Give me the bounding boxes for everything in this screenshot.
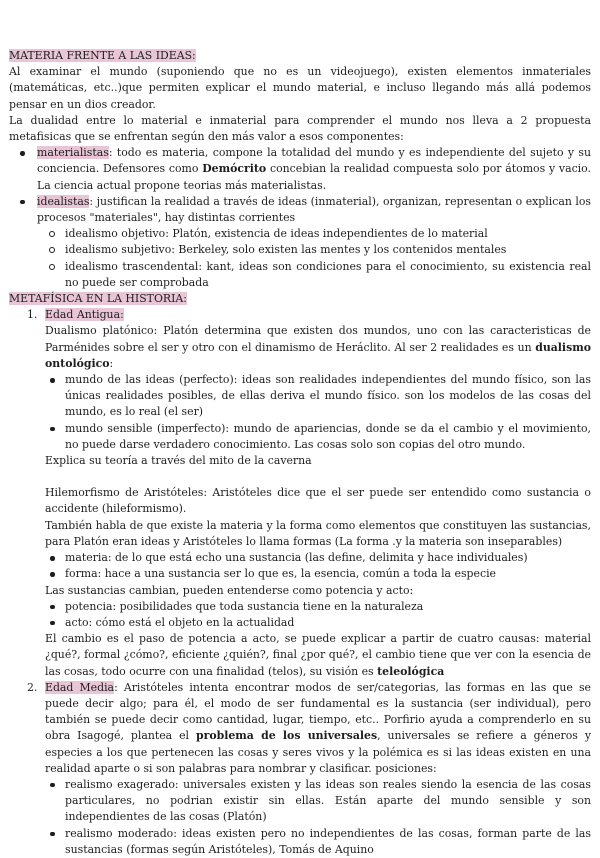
media-paragraph: Edad Media: Aristóteles intenta encontrar modos de ser/categorias, las formas en las que se puede decir algo; para él, el modo de ser fundamental es la sustancia (ser individual), pero también se puede decir como cantidad, lugar, tiempo, etc.. Porfirio ayuda a comprenderlo en su obra Isagogé, plantea el problema de los universales, universales se refiere a géneros y especies a los que pertenecen las cosas y seres vivos y la polémica es si las ideas existen en una realidad aparte o si son palabras para nombrar y clasificar. posiciones: (45, 680, 591, 775)
list-item: acto: cómo está el objeto en la actualidad (65, 615, 591, 631)
realismo-list (45, 777, 591, 858)
platon-worlds-list (45, 372, 591, 453)
cambio-paragraph: El cambio es el paso de potencia a acto, se puede explicar a partir de cuatro causas: material ¿qué?, formal ¿cómo?, eficiente ¿quién?, final ¿por qué?, el cambio tiene que ver con la esencia de las cosas, todo ocurre con una finalidad (telos), su visión es teleológica (45, 632, 591, 678)
list-item-idealistas: idealistas: justifican la realidad a través de ideas (inmaterial), organizan, representan o explican los procesos "materiales", hay distintas corrientes idealismo objetivo: Platón, existencia de ideas independientes de lo material idealismo subjetivo: Berkeley, solo existen las mentes y los contenidos mentales idealismo trascendental: kant, ideas son condiciones para el conocimiento, su existencia real no puede ser comprobada (37, 194, 591, 291)
sublist-item: idealismo trascendental: kant, ideas son condiciones para el conocimiento, su existencia real no puede ser comprobada (65, 259, 591, 291)
term-materialistas: materialistas (37, 146, 109, 160)
potencia-acto-list (45, 599, 591, 631)
bold-teleologica: teleológica (377, 664, 445, 678)
materia-forma-paragraph: También habla de que existe la materia y la forma como elementos que constituyen las sustancias, para Platón eran ideas y Aristóteles lo llama formas (La forma .y la materia son inseparables) (45, 518, 591, 548)
metaphysics-list (9, 145, 591, 291)
caverna-line: Explica su teoría a través del mito de la caverna (45, 454, 312, 468)
sustancias-cambian-line: Las sustancias cambian, pueden entenderse como potencia y acto: (45, 583, 414, 597)
label-edad-antigua: Edad Antigua: (45, 308, 124, 322)
heading-highlight: METAFÍSICA EN LA HISTORIA: (9, 292, 187, 306)
hilemorfismo-paragraph: Hilemorfismo de Aristóteles: Aristóteles dice que el ser puede ser entendido como sustancia o accidente (hileformismo). (45, 486, 591, 516)
list-item-media: 2. Edad Media: Aristóteles intenta encontrar modos de ser/categorias, las formas en las que se puede decir algo; para él, el modo de ser fundamental es la sustancia (ser individual), pero también se puede decir como cantidad, lugar, tiempo, etc.. Porfirio ayuda a comprenderlo en su obra Isagogé, plantea el problema de los universales, universales se refiere a géneros y especies a los que pertenecen las cosas y seres vivos y la polémica es si las ideas existen en una realidad aparte o si son palabras para nombrar y clasificar. posiciones: realismo exagerado: universales existen y las ideas son reales siendo la esencia de las cosas particulares, no podrian existir sin ellas. Están aparte del mundo sensible y son independientes de las cosas (Platón) realismo moderado: ideas existen pero no independientes de las cosas, forman parte de las sustancias (formas según Aristóteles), Tomás de Aquino (45, 680, 591, 858)
intro-paragraph: Al examinar el mundo (suponiendo que no es un videojuego), existen elementos inmateriales (matemáticas, etc..)que permiten explicar el mundo material, e incluso llegando más allá podemos pensar en un dios creador. (9, 65, 591, 111)
list-item: potencia: posibilidades que toda sustancia tiene en la naturaleza (65, 599, 591, 615)
list-item-antigua: 1. Edad Antigua: Dualismo platónico: Platón determina que existen dos mundos, uno con las caracteristicas de Parménides sobre el ser y otro con el dinamismo de Heráclito. Al ser 2 realidades es un dualismo ontológico: mundo de las ideas (perfecto): ideas son realidades independientes del mundo físico, son las únicas realidades posibles, de ellas deriva el mundo físico. son los modelos de las cosas del mundo, es lo real (el ser) mundo sensible (imperfecto): mundo de apariencias, donde se da el cambio y el movimiento, no puede darse verdadero conocimiento. Las cosas solo son copias del otro mundo. Explica su teoría a través del mito de la caverna Hilemorfismo de Aristóteles: Aristóteles dice que el ser puede ser entendido como sustancia o accidente (hileformismo). También habla de que existe la materia y la forma como elementos que constituyen las sustancias, para Platón eran ideas y Aristóteles lo llama formas (La forma .y la materia son inseparables) materia: de lo que está echo una sustancia (las define, delimita y hace individuales) forma: hace a una sustancia ser lo que es, la esencia, común a toda la especie Las sustancias cambian, pueden entenderse como potencia y acto: potencia: posibilidades que toda sustancia tiene en la naturaleza acto: cómo está el objeto en la actualidad El cambio es el paso de potencia a acto, se puede explicar a partir de cuatro causas: material ¿qué?, formal ¿cómo?, eficiente ¿quién?, final ¿por qué?, el cambio tiene que ver con la esencia de las cosas, todo ocurre con una finalidad (telos), su visión es teleológica (45, 307, 591, 679)
sublist-item: idealismo objetivo: Platón, existencia de ideas independientes de lo material (65, 226, 591, 242)
section-heading-historia (9, 291, 591, 307)
label-edad-media: Edad Media (45, 680, 115, 694)
list-item: mundo de las ideas (perfecto): ideas son realidades independientes del mundo físico, son las únicas realidades posibles, de ellas deriva el mundo físico. son los modelos de las cosas del mundo, es lo real (el ser) (65, 372, 591, 421)
list-item: materia: de lo que está echo una sustancia (las define, delimita y hace individuales) (65, 550, 591, 566)
materia-forma-list (45, 550, 591, 582)
bold-universales: problema de los universales (195, 729, 378, 743)
bold-dualismo: dualismo ontológico (45, 340, 591, 370)
platon-paragraph: Dualismo platónico: Platón determina que existen dos mundos, uno con las caracteristicas de Parménides sobre el ser y otro con el dinamismo de Heráclito. Al ser 2 realidades es un dualismo ontológico: (45, 324, 591, 370)
bold-democrito: Demócrito (202, 162, 267, 176)
list-item: realismo exagerado: universales existen y las ideas son reales siendo la esencia de las cosas particulares, no podrian existir sin ellas. Están aparte del mundo sensible y son independientes de las cosas (Platón) (65, 777, 591, 826)
list-item: mundo sensible (imperfecto): mundo de apariencias, donde se da el cambio y el movimiento, no puede darse verdadero conocimiento. Las cosas solo son copias del otro mundo. (65, 421, 591, 453)
idealism-sublist (37, 226, 591, 291)
duality-paragraph: La dualidad entre lo material e inmaterial para comprender el mundo nos lleva a 2 propuesta metafisicas que se enfrentan según den más valor a esos componentes: (9, 113, 591, 144)
history-list (9, 307, 591, 858)
term-idealistas: idealistas (37, 194, 90, 208)
list-item-materialistas: materialistas: todo es materia, compone la totalidad del mundo y es independiente del sujeto y su conciencia. Defensores como Demócrito concebian la realidad compuesta solo por átomos y vacio. La ciencia actual propone teorias más materialistas. (37, 145, 591, 194)
sublist-item: idealismo subjetivo: Berkeley, solo existen las mentes y los contenidos mentales (65, 242, 591, 258)
section-heading-materia (9, 48, 591, 64)
heading-highlight: MATERIA FRENTE A LAS IDEAS: (9, 49, 196, 62)
list-item: realismo moderado: ideas existen pero no independientes de las cosas, forman parte de las sustancias (formas según Aristóteles), Tomás de Aquino (65, 826, 591, 858)
list-item: forma: hace a una sustancia ser lo que es, la esencia, común a toda la especie (65, 566, 591, 582)
